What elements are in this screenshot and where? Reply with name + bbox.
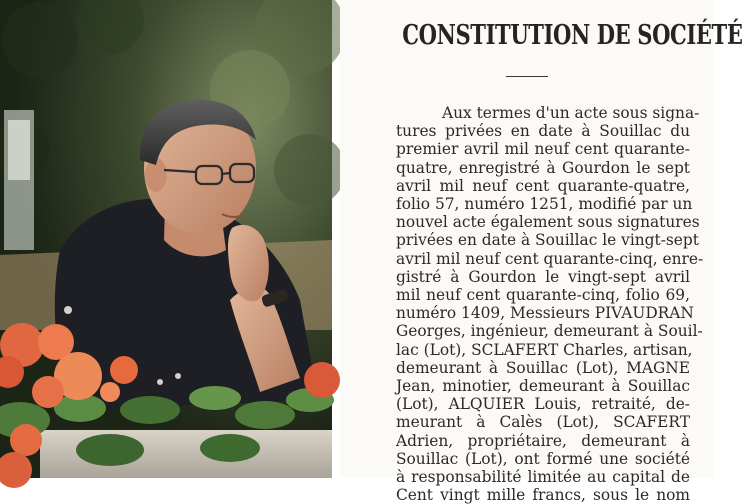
headline-divider: [506, 76, 548, 77]
body-line: (Lot), ALQUIER Louis, retraité, de-: [396, 395, 690, 414]
body-line: Adrien, propriétaire, demeurant à: [396, 431, 690, 450]
body-line: Cent vingt mille francs, sous le nom: [396, 486, 690, 504]
body-line: avril mil neuf cent quarante-quatre,: [396, 176, 690, 195]
body-line: privées en date à Souillac le vingt-sept: [396, 231, 699, 250]
body-line: numéro 1409, Messieurs PIVAUDRAN: [396, 304, 694, 323]
clipping-headline: CONSTITUTION DE SOCIÉTÉ: [402, 20, 743, 51]
body-line: lac (Lot), SCLAFERT Charles, artisan,: [396, 340, 693, 359]
body-line: à responsabilité limitée au capital de: [396, 468, 690, 487]
body-line: premier avril mil neuf cent quarante-: [396, 140, 690, 159]
body-line: mil neuf cent quarante-cinq, folio 69,: [396, 286, 690, 305]
body-line: Jean, minotier, demeurant à Souillac: [396, 377, 690, 396]
body-line: meurant à Calès (Lot), SCAFERT: [396, 413, 690, 432]
portrait-illustration: [0, 0, 332, 478]
body-line: quatre, enregistré à Gourdon le sept: [396, 158, 690, 177]
body-line: tures privées en date à Souillac du: [396, 122, 690, 141]
body-line: folio 57, numéro 1251, modifié par un: [396, 195, 693, 214]
body-line: gistré à Gourdon le vingt-sept avril: [396, 267, 690, 286]
body-line: avril mil neuf cent quarante-cinq, enre-: [396, 249, 704, 268]
portrait-photo: [0, 0, 332, 478]
body-line: nouvel acte également sous signatures: [396, 213, 700, 232]
body-line: Aux termes d'un acte sous signa-: [442, 104, 700, 122]
body-line: demeurant à Souillac (Lot), MAGNE: [396, 358, 690, 377]
body-line: Souillac (Lot), ont formé une société: [396, 449, 690, 468]
clipping-body: [350, 104, 704, 504]
newspaper-clipping: [340, 0, 743, 504]
body-line: Georges, ingénieur, demeurant à Souil-: [396, 322, 703, 341]
